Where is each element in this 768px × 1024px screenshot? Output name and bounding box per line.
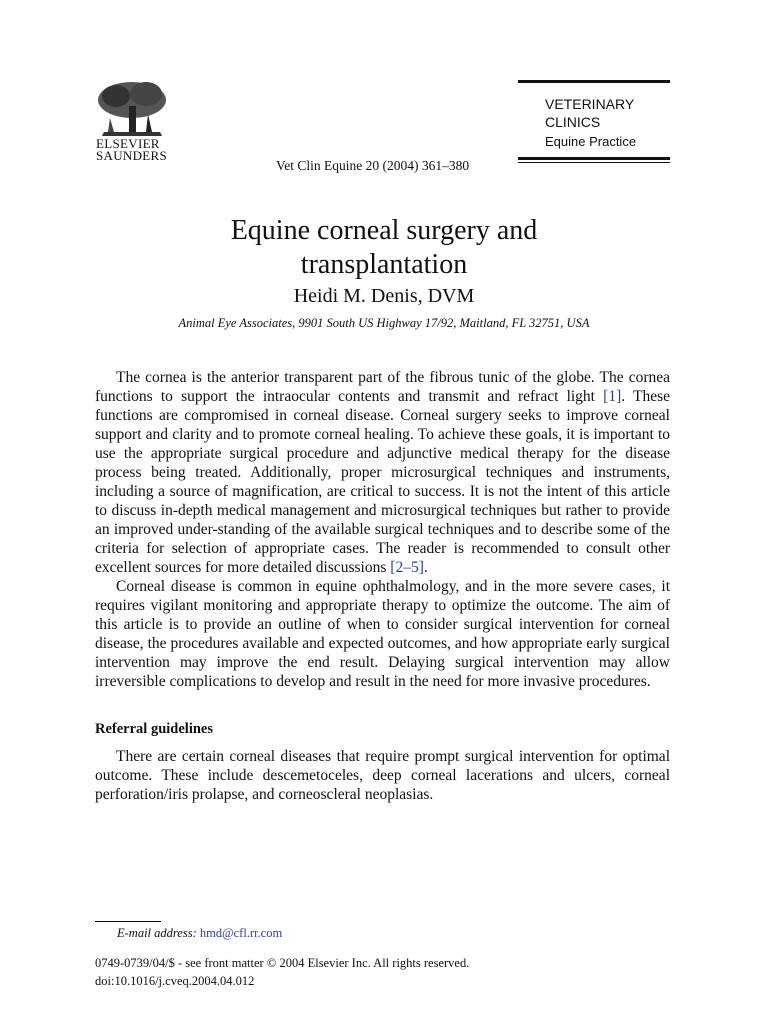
email-label: E-mail address: [117,926,197,940]
brand-rule-bottom [518,157,670,160]
footnote-divider [95,921,161,922]
article-body [95,368,670,804]
publisher-logo [96,80,176,162]
article-title [0,214,768,282]
page-header [0,0,768,190]
citation-link-2-5[interactable]: [2–5] [390,559,424,576]
email-link[interactable]: hmd@cfl.rr.com [199,926,283,940]
copyright-line: 0749-0739/04/$ - see front matter © 2004 Elsevier Inc. All rights reserved. [95,956,470,970]
brand-rule-thin [518,162,670,163]
paragraph-1-text-c: . [423,559,428,576]
publisher-name [96,138,176,162]
elsevier-tree-icon [96,80,168,136]
paragraph-1 [95,368,670,577]
paragraph-3: There are certain corneal diseases that require prompt surgical intervention for optimal outcome. These include descemetoceles, deep corneal lacerations and ulcers, corneal perforation/iris prolapse, and corneoscleral neoplasias. [95,748,670,803]
brand-text [518,83,670,157]
author-affiliation: Animal Eye Associates, 9901 South US Highway 17/92, Maitland, FL 32751, USA [178,316,590,330]
title-line-1: Equine corneal surgery and [230,215,538,246]
citation-link-1[interactable]: [1] [603,388,622,405]
brand-line-clinics: CLINICS [545,114,601,130]
title-line-2: transplantation [300,249,468,280]
paragraph-1-text-a: The cornea is the anterior transparent part of the fibrous tunic of the globe. The cornea functions to support the intraocular contents and transmit and refract light [95,369,670,405]
logo-line-saunders: SAUNDERS [96,148,168,163]
footnote [117,926,282,941]
journal-citation: Vet Clin Equine 20 (2004) 361–380 [276,158,470,173]
journal-brand [518,80,670,163]
paragraph-2: Corneal disease is common in equine ophthalmology, and in the more severe cases, it requires vigilant monitoring and appropriate therapy to optimize the outcome. The aim of this article is to provide an outline of when to consider surgical intervention for corneal disease, the procedures available and expected outcomes, and how appropriate early surgical intervention may improve the end result. Delaying surgical intervention may allow irreversible complications to develop and result in the need for more invasive procedures. [95,578,670,690]
brand-subtitle: Equine Practice [545,134,637,149]
legal-info [95,954,469,990]
brand-line-veterinary: VETERINARY [545,96,635,112]
logo-line-elsevier: ELSEVIER [96,136,160,151]
section-heading: Referral guidelines [95,721,213,737]
paragraph-1-text-b: . These functions are compromised in corneal disease. Corneal surgery seeks to improve corneal support and clarity and to promote corneal healing. To achieve these goals, it is important to use the appropriate surgical procedure and adjunctive medical therapy for the disease process being treated. Additionally, proper microsurgical techniques and instruments, including a source of magnification, are critical to success. It is not the intent of this article to discuss in-depth medical management and microsurgical techniques but rather to provide an improved under-standing of the available surgical techniques and to describe some of the criteria for selection of appropriate cases. The reader is recommended to consult other excellent sources for more detailed discussions [95,388,671,576]
doi-line[interactable]: doi:10.1016/j.cveq.2004.04.012 [95,974,255,988]
article-author: Heidi M. Denis, DVM [293,285,475,307]
